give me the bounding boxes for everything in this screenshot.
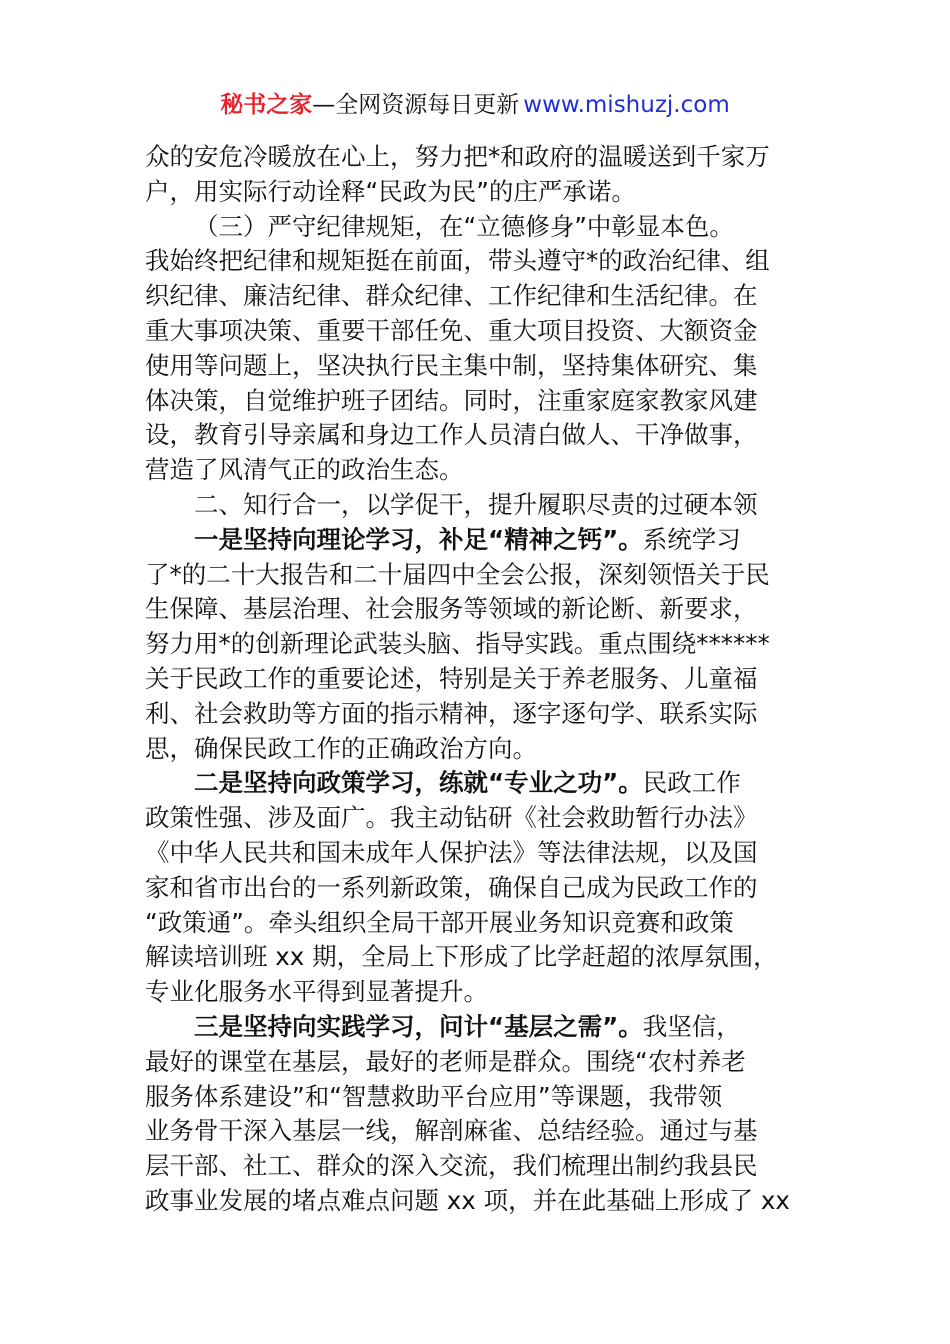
text-line: 思，确保民政工作的正确政治方向。 [145,733,537,763]
text-line: 了*的二十大报告和二十届四中全会公报，深刻领悟关于民 [145,559,770,589]
header-brand: 秘书之家 [220,92,313,118]
text-line: 政策性强、涉及面广。我主动钻研《社会救助暂行办法》 [145,803,758,833]
text-line: 《中华人民共和国未成年人保护法》等法律法规，以及国 [145,837,758,867]
text-line: 努力用*的创新理论武装头脑、指导实践。重点围绕****** [145,629,770,659]
text-line: 户，用实际行动诠释“民政为民”的庄严承诺。 [145,176,636,206]
text-line: 层干部、社工、群众的深入交流，我们梳理出制约我县民 [145,1151,758,1181]
text-line: 政事业发展的堵点难点问题 xx 项，并在此基础上形成了 xx [145,1185,790,1215]
text-line: 重大事项决策、重要干部任免、重大项目投资、大额资金 [145,315,758,345]
section-subheading: （三）严守纪律规矩，在“立德修身”中彰显本色。 [194,211,734,241]
text-line: 三是坚持向实践学习，问计“基层之需”。我坚信， [194,1011,741,1041]
text-line: 生保障、基层治理、社会服务等领域的新论断、新要求， [145,594,758,624]
text-line: 家和省市出台的一系列新政策，确保自己成为民政工作的 [145,872,758,902]
text-line: 二是坚持向政策学习，练就“专业之功”。民政工作 [194,768,741,798]
text-line: “政策通”。牵头组织全局干部开展业务知识竞赛和政策 [145,907,734,937]
header-site-link[interactable]: www.mishuzj.com [523,92,730,118]
page-header [0,88,950,122]
text-line: 专业化服务水平得到显著提升。 [145,977,488,1007]
point-heading: 一是坚持向理论学习，补足“精神之钙”。 [194,524,643,554]
text-line: 我始终把纪律和规矩挺在前面，带头遵守*的政治纪律、组 [145,246,770,276]
point-heading: 二是坚持向政策学习，练就“专业之功”。 [194,768,643,798]
text-line: 体决策，自觉维护班子团结。同时，注重家庭家教家风建 [145,385,758,415]
section-heading: 二、知行合一，以学促干，提升履职尽责的过硬本领 [194,489,758,519]
point-heading: 三是坚持向实践学习，问计“基层之需”。 [194,1011,643,1041]
text-line: 一是坚持向理论学习，补足“精神之钙”。系统学习 [194,524,741,554]
text-line: 利、社会救助等方面的指示精神，逐字逐句学、联系实际 [145,698,758,728]
text-line: 关于民政工作的重要论述，特别是关于养老服务、儿童福 [145,663,758,693]
text-line: 服务体系建设”和“智慧救助平台应用”等课题，我带领 [145,1081,723,1111]
text-line: 众的安危冷暖放在心上，努力把*和政府的温暖送到千家万 [145,142,770,171]
text-line: 使用等问题上，坚决执行民主集中制，坚持集体研究、集 [145,350,758,380]
header-tagline: —全网资源每日更新 [312,92,520,118]
text-line: 营造了风清气正的政治生态。 [145,455,464,485]
text-line: 业务骨干深入基层一线，解剖麻雀、总结经验。通过与基 [145,1116,758,1146]
text-line: 设，教育引导亲属和身边工作人员清白做人、干净做事， [145,420,758,450]
text-line: 最好的课堂在基层，最好的老师是群众。围绕“农村养老 [145,1046,746,1076]
document-body [145,140,809,1219]
text-line: 解读培训班 xx 期，全局上下形成了比学赶超的浓厚氛围， [145,942,778,972]
text-line: 织纪律、廉洁纪律、群众纪律、工作纪律和生活纪律。在 [145,281,758,311]
